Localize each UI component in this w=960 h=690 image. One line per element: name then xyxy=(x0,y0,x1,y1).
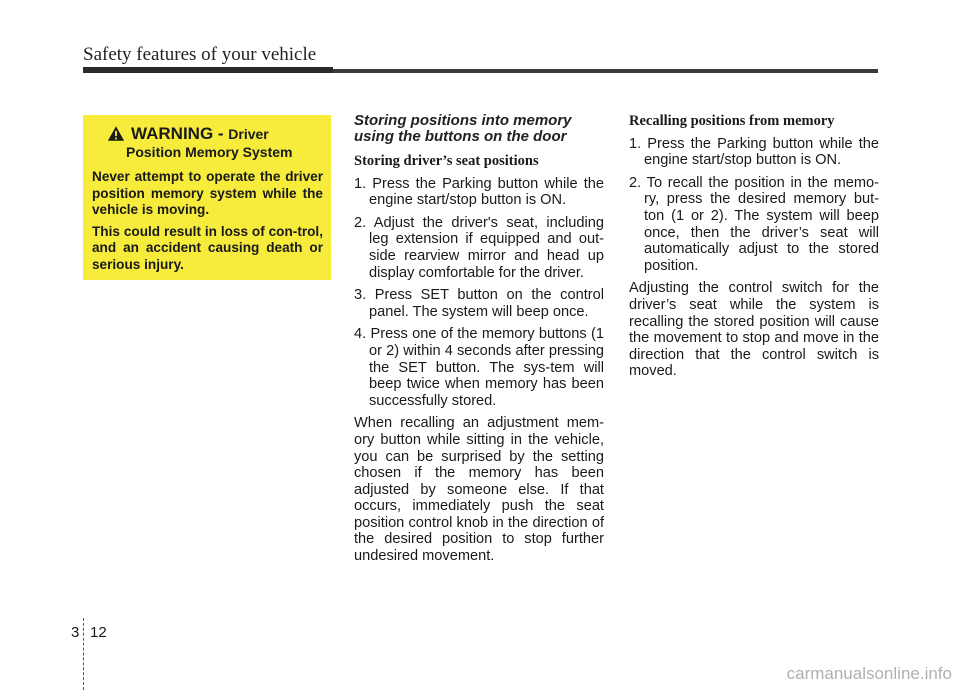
recalling-step-2: 2. To recall the position in the memo-ry, press the desired memory but-ton (1 or 2). The system will beep once, then the driver’s seat will automatically adjust to the stored position. xyxy=(629,174,879,274)
storing-subheading: Storing driver’s seat positions xyxy=(354,153,539,169)
storing-step-4: 4. Press one of the memory buttons (1 or 2) within 4 seconds after pressing the SET button. The sys-tem will beep twice when memory has been successfully stored. xyxy=(354,326,604,409)
right-column xyxy=(629,113,879,386)
warning-subtitle: Position Memory System xyxy=(126,144,293,160)
recalling-note: Adjusting the control switch for the driver’s seat while the system is recalling the stored position will cause the movement to stop and move in the direction that the control switch is moved. xyxy=(629,280,879,380)
warning-label: WARNING - xyxy=(131,124,229,143)
storing-step-1: 1. Press the Parking button while the engine start/stop button is ON. xyxy=(354,175,604,209)
warning-box xyxy=(83,115,331,280)
recalling-subheading: Recalling positions from memory xyxy=(629,113,835,129)
watermark: carmanualsonline.info xyxy=(786,664,952,683)
warning-paragraph-2: This could result in loss of con-trol, and an accident causing death or serious injury. xyxy=(92,223,323,272)
storing-step-2: 2. Adjust the driver's seat, including leg extension if equipped and out-side rearview mirror and head up display comfortable for the driver. xyxy=(354,214,604,281)
warning-title xyxy=(131,124,269,144)
storing-note: When recalling an adjustment mem-ory button while sitting in the vehicle, you can be surprised by the setting chosen if the memory has been adjusted by someone else. If that occurs, immediately push the seat position control knob in the direction of the desired position to stop further undesired movement. xyxy=(354,415,604,565)
page-header-title: Safety features of your vehicle xyxy=(83,44,317,65)
footer-divider xyxy=(83,618,85,690)
section-heading: Storing positions into memory using the buttons on the door xyxy=(354,112,572,145)
warning-title-tail: Driver xyxy=(228,126,269,142)
warning-paragraph-1: Never attempt to operate the driver position memory system while the vehicle is moving. xyxy=(92,169,323,217)
storing-step-3: 3. Press SET button on the control panel. The system will beep once. xyxy=(354,287,604,320)
header-rule-accent xyxy=(83,67,333,73)
chapter-number: 3 xyxy=(71,624,80,641)
page-number: 12 xyxy=(90,624,107,641)
recalling-step-1: 1. Press the Parking button while the engine start/stop button is ON. xyxy=(629,135,879,169)
warning-heading xyxy=(92,124,323,144)
middle-column xyxy=(354,113,604,571)
warning-triangle-icon xyxy=(107,125,125,142)
